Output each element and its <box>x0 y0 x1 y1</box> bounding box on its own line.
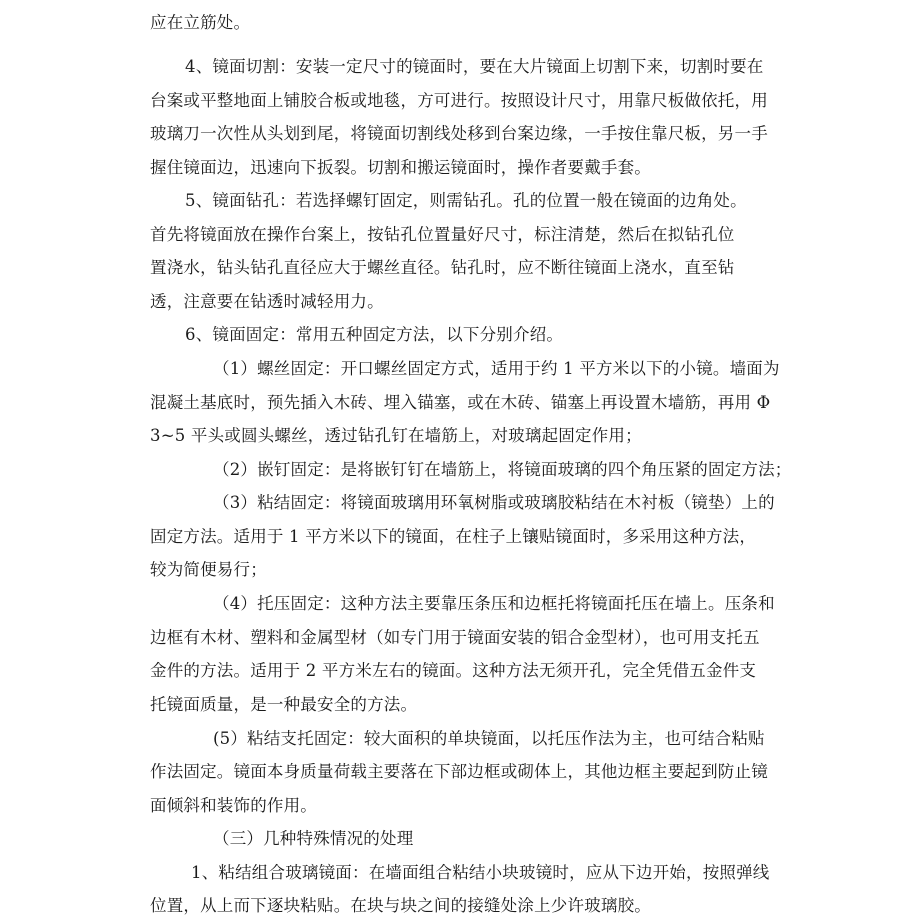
text-line: 3~5 平头或圆头螺丝，透过钻孔钉在墙筋上，对玻璃起固定作用； <box>150 426 642 445</box>
text-line: 混凝土基底时，预先插入木砖、埋入锚塞，或在木砖、锚塞上再设置木墙筋，再用 Φ <box>150 393 771 412</box>
text-line: 作法固定。镜面本身质量荷载主要落在下部边框或砌体上，其他边框主要起到防止镜 <box>150 762 768 781</box>
text-line: 握住镜面边，迅速向下扳裂。切割和搬运镜面时，操作者要戴手套。 <box>150 158 651 177</box>
text-line: 托镜面质量，是一种最安全的方法。 <box>150 695 418 714</box>
text-line: 台案或平整地面上铺胶合板或地毯，方可进行。按照设计尺寸，用靠尺板做依托，用 <box>150 91 768 110</box>
text-line: 金件的方法。适用于 2 平方米左右的镜面。这种方法无须开孔，完全凭借五金件支 <box>150 661 757 680</box>
text-line: 6、镜面固定：常用五种固定方法，以下分别介绍。 <box>185 325 564 344</box>
text-line: 较为简便易行； <box>150 560 267 579</box>
text-line: （1）螺丝固定：开口螺丝固定方式，适用于约 1 平方米以下的小镜。墙面为 <box>213 359 780 378</box>
text-line: (5）粘结支托固定：较大面积的单块镜面，以托压作法为主，也可结合粘贴 <box>213 729 765 748</box>
text-line: 4、镜面切割：安装一定尺寸的镜面时，要在大片镜面上切割下来，切割时要在 <box>185 57 764 76</box>
text-line: 玻璃刀一次性从头划到尾，将镜面切割线处移到台案边缘，一手按住靠尺板，另一手 <box>150 124 768 143</box>
text-line: 1、粘结组合玻璃镜面：在墙面组合粘结小块玻镜时，应从下边开始，按照弹线 <box>191 863 770 882</box>
text-line: 5、镜面钻孔：若选择螺钉固定，则需钻孔。孔的位置一般在镜面的边角处。 <box>185 191 747 210</box>
text-line: 固定方法。适用于 1 平方米以下的镜面，在柱子上镶贴镜面时，多采用这种方法， <box>150 527 757 546</box>
text-line: （2）嵌钉固定：是将嵌钉钉在墙筋上，将镜面玻璃的四个角压紧的固定方法； <box>213 460 792 479</box>
text-line: （4）托压固定：这种方法主要靠压条压和边框托将镜面托压在墙上。压条和 <box>213 594 775 613</box>
text-line: 首先将镜面放在操作台案上，按钻孔位置量好尺寸，标注清楚，然后在拟钻孔位 <box>150 225 735 244</box>
text-line: （3）粘结固定：将镜面玻璃用环氧树脂或玻璃胶粘结在木衬板（镜垫）上的 <box>213 493 775 512</box>
text-line: 应在立筋处。 <box>150 13 251 32</box>
text-line: 边框有木材、塑料和金属型材（如专门用于镜面安装的铝合金型材），也可用支托五 <box>150 628 760 647</box>
text-line: 面倾斜和装饰的作用。 <box>150 796 317 815</box>
section-heading: （三）几种特殊情况的处理 <box>213 829 414 848</box>
text-line: 置浇水，钻头钻孔直径应大于螺丝直径。钻孔时，应不断往镜面上浇水，直至钻 <box>150 258 735 277</box>
text-line: 透，注意要在钻透时减轻用力。 <box>150 292 384 311</box>
text-line: 位置，从上而下逐块粘贴。在块与块之间的接缝处涂上少许玻璃胶。 <box>150 896 651 915</box>
